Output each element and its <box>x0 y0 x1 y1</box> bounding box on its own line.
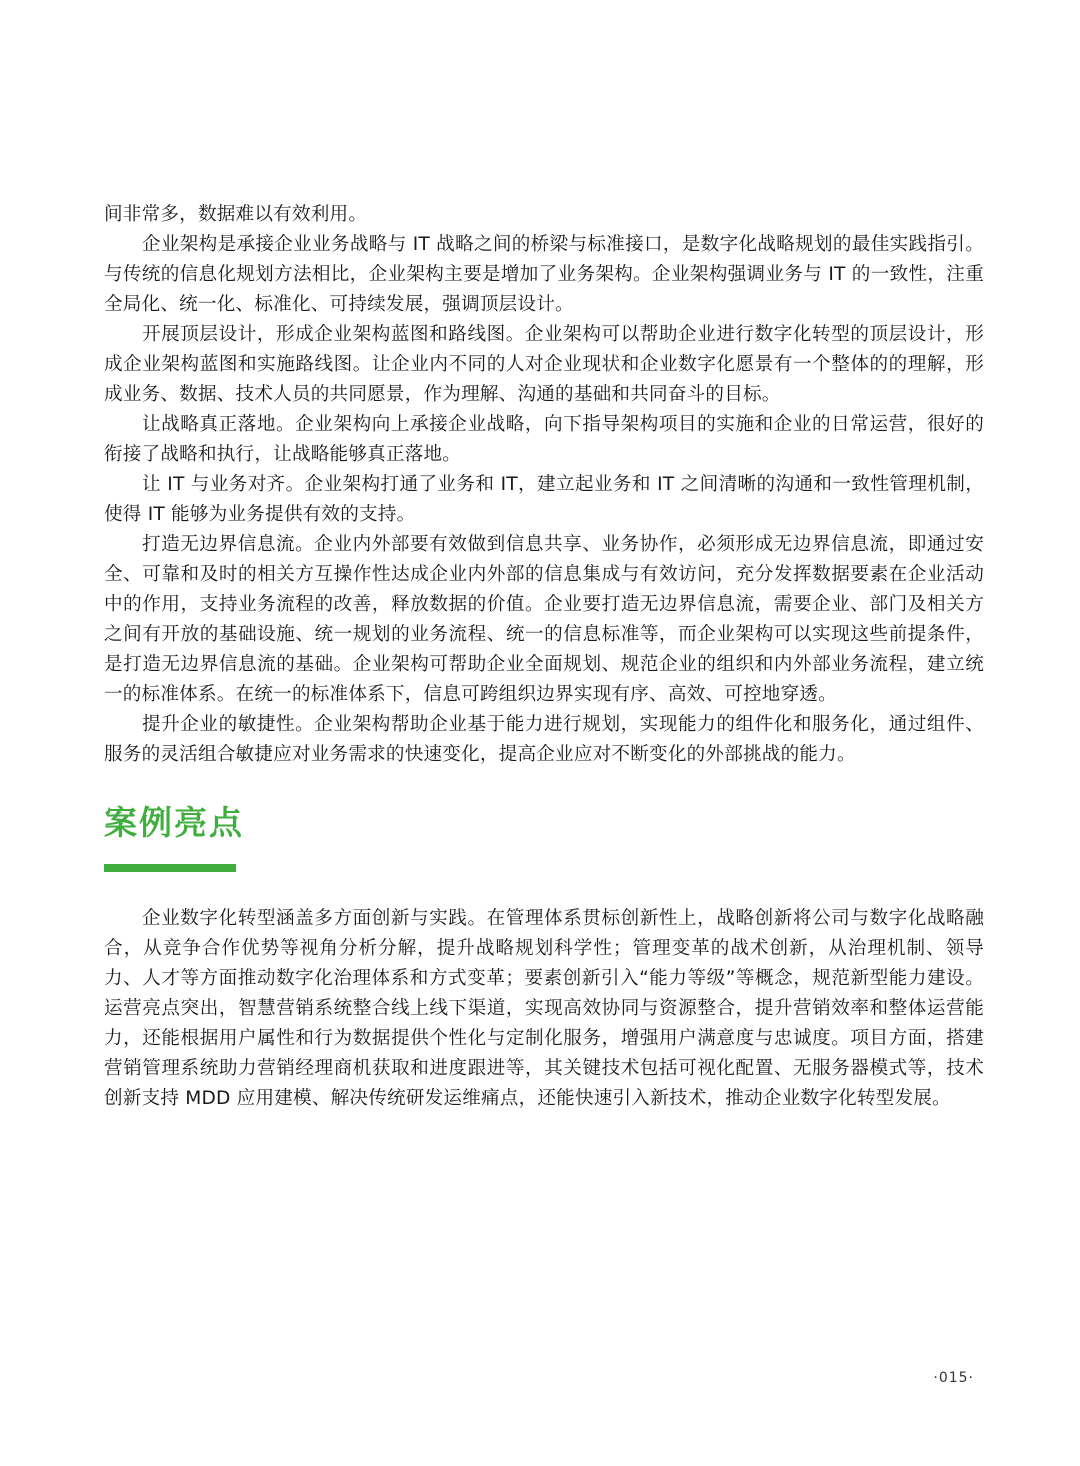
paragraph-ea-bridge: 企业架构是承接企业业务战略与 IT 战略之间的桥梁与标准接口，是数字化战略规划的最佳实践指引。与传统的信息化规划方法相比，企业架构主要是增加了业务架构。企业架构强调业务与 IT 的一致性，注重全局化、统一化、标准化、可持续发展，强调顶层设计。 <box>104 234 984 315</box>
paragraph-agility: 提升企业的敏捷性。企业架构帮助企业基于能力进行规划，实现能力的组件化和服务化，通过组件、服务的灵活组合敏捷应对业务需求的快速变化，提高企业应对不断变化的外部挑战的能力。 <box>104 714 984 765</box>
paragraph-boundaryless-info: 打造无边界信息流。企业内外部要有效做到信息共享、业务协作，必须形成无边界信息流，即通过安全、可靠和及时的相关方互操作性达成企业内外部的信息集成与有效访问，充分发挥数据要素在企业活动中的作用，支持业务流程的改善，释放数据的价值。企业要打造无边界信息流，需要企业、部门及相关方之间有开放的基础设施、统一规划的业务流程、统一的信息标准等，而企业架构可以实现这些前提条件，是打造无边界信息流的基础。企业架构可帮助企业全面规划、规范企业的组织和内外部业务流程，建立统一的标准体系。在统一的标准体系下，信息可跨组织边界实现有序、高效、可控地穿透。 <box>104 534 984 705</box>
paragraph-it-alignment: 让 IT 与业务对齐。企业架构打通了业务和 IT，建立起业务和 IT 之间清晰的沟通和一致性管理机制，使得 IT 能够为业务提供有效的支持。 <box>104 474 984 525</box>
paragraph-strategy-landing: 让战略真正落地。企业架构向上承接企业战略，向下指导架构项目的实施和企业的日常运营，很好的衔接了战略和执行，让战略能够真正落地。 <box>104 414 984 465</box>
section-body: 企业数字化转型涵盖多方面创新与实践。在管理体系贯标创新性上，战略创新将公司与数字化战略融合，从竞争合作优势等视角分析分解，提升战略规划科学性；管理变革的战术创新，从治理机制、领导力、人才等方面推动数字化治理体系和方式变革；要素创新引入“能力等级”等概念，规范新型能力建设。运营亮点突出，智慧营销系统整合线上线下渠道，实现高效协同与资源整合，提升营销效率和整体运营能力，还能根据用户属性和行为数据提供个性化与定制化服务，增强用户满意度与忠诚度。项目方面，搭建营销管理系统助力营销经理商机获取和进度跟进等，其关键技术包括可视化配置、无服务器模式等，技术创新支持 MDD 应用建模、解决传统研发运维痛点，还能快速引入新技术，推动企业数字化转型发展。 <box>104 908 984 1109</box>
continuation-text: 间非常多，数据难以有效利用。 <box>104 204 368 225</box>
page-content <box>104 200 984 1114</box>
page-number: ·015· <box>933 1370 974 1386</box>
section-title: 案例亮点 <box>104 803 244 842</box>
section-title-underline <box>104 864 236 872</box>
paragraph-top-level-design: 开展顶层设计，形成企业架构蓝图和路线图。企业架构可以帮助企业进行数字化转型的顶层设计，形成企业架构蓝图和实施路线图。让企业内不同的人对企业现状和企业数字化愿景有一个整体的的理解，形成业务、数据、技术人员的共同愿景，作为理解、沟通的基础和共同奋斗的目标。 <box>104 324 984 405</box>
